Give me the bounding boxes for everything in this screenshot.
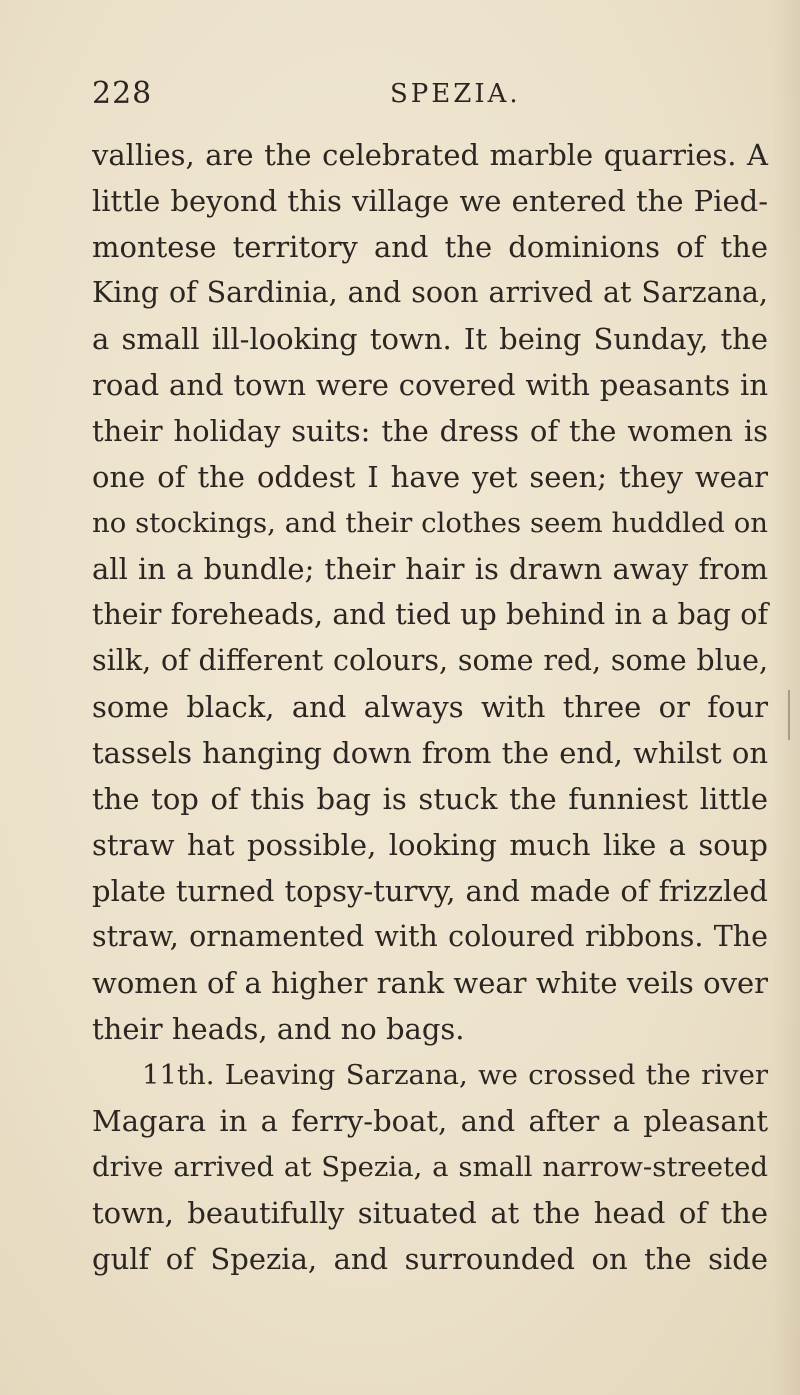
text-line: montese territory and the dominions of the <box>92 230 768 264</box>
text-line: King of Sardinia, and soon arrived at Sarzana, <box>92 276 768 309</box>
text-line: the top of this bag is stuck the funniest little <box>92 782 768 816</box>
text-line: drive arrived at Spezia, a small narrow-streeted <box>92 1151 768 1183</box>
text-line: Magara in a ferry-boat, and after a pleasant <box>92 1104 768 1138</box>
text-line: all in a bundle; their hair is drawn away from <box>92 552 768 586</box>
text-line: town, beautifully situated at the head of the <box>92 1196 768 1230</box>
text-line: plate turned topsy-turvy, and made of frizzled <box>92 874 768 908</box>
text-line: a small ill-looking town. It being Sunday, the <box>92 322 768 356</box>
text-line: their foreheads, and tied up behind in a bag of <box>92 598 768 631</box>
paragraph-start-line: 11th. Leaving Sarzana, we crossed the river <box>142 1059 768 1091</box>
text-line: women of a higher rank wear white veils over <box>92 966 768 1000</box>
page-edge-shadow <box>772 0 800 1395</box>
text-line: gulf of Spezia, and surrounded on the side <box>92 1242 768 1276</box>
text-line: vallies, are the celebrated marble quarries. A <box>92 138 768 172</box>
text-line: straw hat possible, looking much like a soup <box>92 828 768 862</box>
page-number: 228 <box>92 76 153 111</box>
text-line: silk, of different colours, some red, some blue, <box>92 644 768 677</box>
text-line: road and town were covered with peasants in <box>92 368 768 402</box>
page-header <box>92 74 692 114</box>
text-line: one of the oddest I have yet seen; they wear <box>92 460 768 494</box>
text-line: no stockings, and their clothes seem huddled on <box>92 507 768 539</box>
text-line: little beyond this village we entered the Pied- <box>92 184 768 218</box>
margin-mark <box>788 690 790 740</box>
text-line: some black, and always with three or four <box>92 690 768 724</box>
paragraph-end-line: their heads, and no bags. <box>92 1012 465 1046</box>
text-line: straw, ornamented with coloured ribbons. The <box>92 920 768 953</box>
text-line: their holiday suits: the dress of the women is <box>92 414 768 448</box>
text-line: tassels hanging down from the end, whilst on <box>92 736 768 770</box>
body-text <box>92 132 768 1282</box>
running-head: SPEZIA. <box>390 79 521 109</box>
